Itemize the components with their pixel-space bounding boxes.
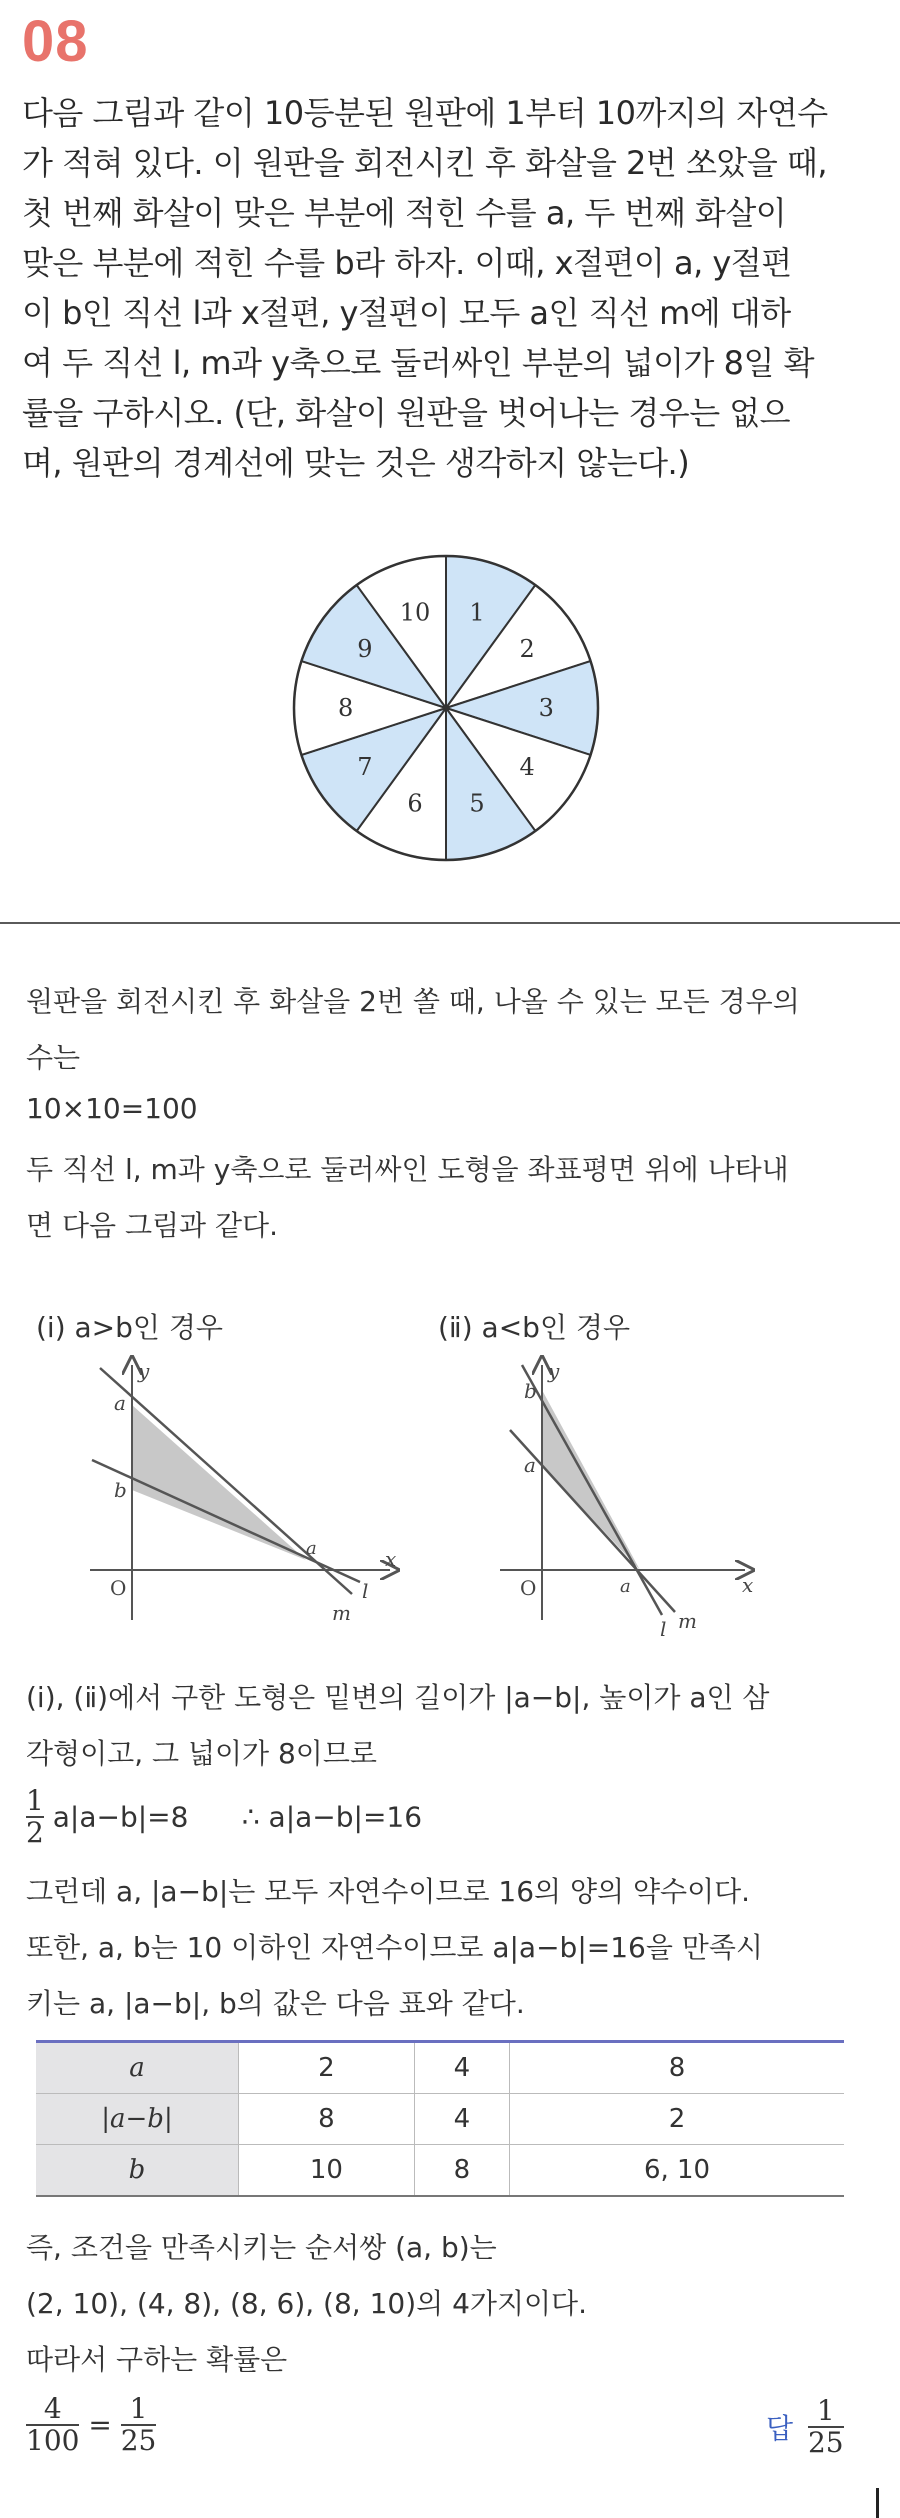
table-cell: 10 (239, 2145, 415, 2197)
case1-label: (ⅰ) a>b인 경우 (36, 1311, 223, 1344)
values-table (36, 2040, 844, 2197)
l-label: l (660, 1617, 667, 1641)
wheel-number: 5 (469, 789, 485, 818)
problem-line: 다음 그림과 같이 10등분된 원판에 1부터 10까지의 자연수 (22, 94, 828, 132)
fraction-denominator: 100 (26, 2424, 80, 2457)
solution-line: 즉, 조건을 만족시키는 순서쌍 (a, b)는 (26, 2231, 497, 2264)
solution-line: 원판을 회전시킨 후 화살을 2번 쏠 때, 나올 수 있는 모든 경우의 (26, 985, 800, 1018)
fraction-numerator: 1 (129, 2392, 148, 2425)
problem-line: 이 b인 직선 l과 x절편, y절편이 모두 a인 직선 m에 대하 (22, 294, 791, 332)
graph-case1 (70, 1350, 410, 1650)
number-wheel (290, 552, 602, 864)
row-header: |a−b| (36, 2094, 239, 2145)
row-header: b (36, 2145, 239, 2197)
prob-fraction (26, 2394, 79, 2456)
a-intercept-label: a (524, 1453, 536, 1477)
solution-line: 키는 a, |a−b|, b의 값은 다음 표와 같다. (26, 1987, 525, 2020)
graph-case2 (480, 1350, 770, 1650)
row-header: a (36, 2042, 239, 2094)
result-fraction (121, 2394, 157, 2456)
problem-number: 08 (22, 9, 89, 74)
solution-line: 각형이고, 그 넓이가 8이므로 (26, 1737, 377, 1770)
table-row (36, 2042, 844, 2094)
half-fraction (26, 1786, 44, 1848)
l-label: l (362, 1579, 369, 1603)
fraction-denominator: 25 (807, 2426, 844, 2459)
solution-line: 두 직선 l, m과 y축으로 둘러싸인 도형을 좌표평면 위에 나타내 (26, 1153, 789, 1186)
section-divider (0, 922, 900, 924)
x-label: x (742, 1573, 754, 1597)
wheel-number: 8 (338, 694, 354, 722)
table-cell: 4 (414, 2094, 509, 2145)
a-x-label: a (306, 1538, 317, 1559)
wheel-number: 3 (538, 694, 554, 722)
table-row (36, 2094, 844, 2145)
problem-statement (22, 88, 882, 488)
solution-line: (ⅰ), (ⅱ)에서 구한 도형은 밑변의 길이가 |a−b|, 높이가 a인 삼 (26, 1681, 770, 1714)
problem-line: 률을 구하시오. (단, 화살이 원판을 벗어나는 경우는 없으 (22, 394, 791, 432)
m-label: m (678, 1609, 697, 1633)
solution-line: 따라서 구하는 확률은 (26, 2343, 288, 2376)
area-equation (26, 1786, 422, 1848)
shaded-triangle (132, 1405, 306, 1560)
a-intercept-label: a (114, 1391, 126, 1415)
fraction-numerator: 1 (26, 1784, 44, 1817)
solution-line: (2, 10), (4, 8), (8, 6), (8, 10)의 4가지이다. (26, 2287, 587, 2320)
table-cell: 2 (239, 2042, 415, 2094)
answer-label: 답 (766, 2412, 794, 2445)
answer (766, 2396, 844, 2458)
wheel-number: 10 (399, 598, 431, 627)
solution-line: 면 다음 그림과 같다. (26, 1209, 278, 1242)
equation-rest: a|a−b|=8 ∴ a|a−b|=16 (52, 1800, 423, 1834)
probability-equation (26, 2394, 156, 2456)
table-cell: 8 (239, 2094, 415, 2145)
wheel-number: 2 (519, 635, 535, 664)
table-cell: 8 (510, 2042, 844, 2094)
y-label: y (548, 1359, 560, 1383)
wheel-number: 6 (407, 789, 423, 818)
equals-sign: = (88, 2408, 112, 2442)
a-x-label: a (620, 1576, 631, 1597)
table-cell: 4 (414, 2042, 509, 2094)
solution-equation: 10×10=100 (26, 1092, 198, 1125)
solution-line: 또한, a, b는 10 이하인 자연수이므로 a|a−b|=16을 만족시 (26, 1931, 763, 1964)
case2-label: (ⅱ) a<b인 경우 (438, 1311, 630, 1344)
wheel-number: 1 (469, 598, 485, 627)
problem-line: 며, 원판의 경계선에 맞는 것은 생각하지 않는다.) (22, 444, 690, 482)
origin-label: O (520, 1576, 537, 1600)
table-cell: 6, 10 (510, 2145, 844, 2197)
wheel-number: 7 (357, 752, 373, 781)
fraction-denominator: 25 (120, 2424, 157, 2457)
b-intercept-label: b (114, 1478, 127, 1502)
wheel-number: 9 (357, 635, 373, 664)
problem-line: 가 적혀 있다. 이 원판을 회전시킨 후 화살을 2번 쏘았을 때, (22, 144, 827, 182)
table-row (36, 2145, 844, 2197)
table-cell: 2 (510, 2094, 844, 2145)
fraction-numerator: 1 (816, 2394, 835, 2427)
answer-fraction (808, 2396, 844, 2458)
y-label: y (138, 1359, 150, 1383)
problem-line: 맞은 부분에 적힌 수를 b라 하자. 이때, x절편이 a, y절편 (22, 244, 792, 282)
table-cell: 8 (414, 2145, 509, 2197)
problem-line: 여 두 직선 l, m과 y축으로 둘러싸인 부분의 넓이가 8일 확 (22, 344, 814, 382)
text-cursor (876, 2488, 879, 2518)
b-intercept-label: b (524, 1379, 537, 1403)
solution-line: 그런데 a, |a−b|는 모두 자연수이므로 16의 양의 약수이다. (26, 1875, 751, 1908)
m-label: m (332, 1601, 351, 1625)
solution-line: 수는 (26, 1041, 81, 1074)
origin-label: O (110, 1576, 127, 1600)
x-label: x (385, 1547, 397, 1571)
wheel-number: 4 (519, 752, 535, 781)
problem-line: 첫 번째 화살이 맞은 부분에 적힌 수를 a, 두 번째 화살이 (22, 194, 787, 232)
fraction-numerator: 4 (43, 2392, 62, 2425)
fraction-denominator: 2 (26, 1816, 44, 1849)
